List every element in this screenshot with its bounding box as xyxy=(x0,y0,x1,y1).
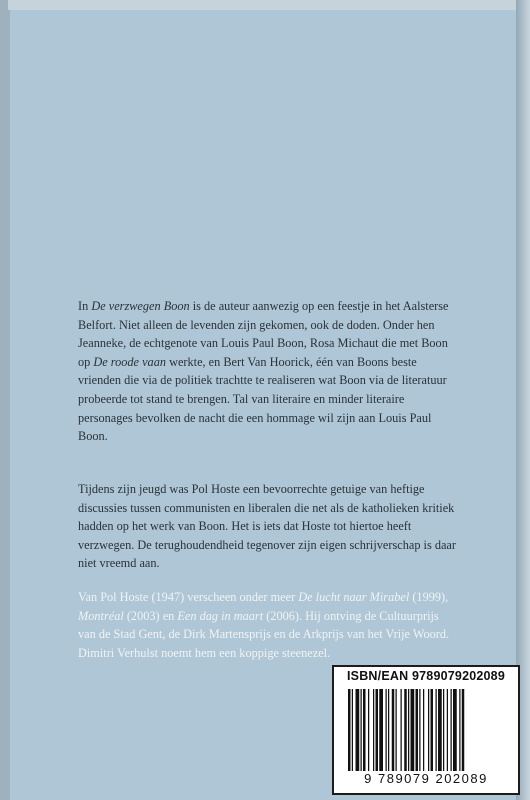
italic-title: De roode vaan xyxy=(93,354,166,369)
barcode-bar xyxy=(352,689,353,771)
italic-title: De verzwegen Boon xyxy=(91,299,190,313)
barcode-bar xyxy=(392,689,395,771)
text-run: Van Pol Hoste (1947) verscheen onder meer xyxy=(78,590,299,604)
italic-title: Een dag in maart xyxy=(177,608,264,623)
barcode-bar xyxy=(386,689,387,771)
barcode-bar xyxy=(361,689,362,771)
barcode-bar xyxy=(363,689,366,771)
barcode-bar xyxy=(404,689,407,771)
blurb-paragraph-2 xyxy=(78,480,458,573)
barcode-bar xyxy=(459,689,460,771)
barcode-bar xyxy=(408,689,409,771)
barcode-bar xyxy=(462,689,465,771)
isbn-label: ISBN/EAN 9789079202089 xyxy=(347,669,505,683)
barcode-bar xyxy=(348,689,351,771)
text-run: (2003) en xyxy=(123,608,178,623)
barcode-bar xyxy=(438,689,442,771)
barcode-bar xyxy=(416,689,419,771)
barcode-bar xyxy=(423,689,424,771)
barcode-bar xyxy=(443,689,444,771)
barcode-bar xyxy=(447,689,448,771)
author-bio-paragraph xyxy=(78,588,458,662)
barcode-digits: 9 789079 202089 xyxy=(364,771,488,786)
barcode-bar xyxy=(451,689,452,771)
text-run: werkte, en Bert Van Hoorick, één van Boons beste vrienden die via de politiek trachtte te realiseren wat Boon via de literatuur probeerde tot stand te brengen. Tal van literaire en minder literaire personages bevolken de nacht die een hommage wil zijn aan Louis Paul Boon. xyxy=(78,354,447,444)
paragraph-text xyxy=(78,480,458,573)
barcode-bar xyxy=(411,689,415,771)
blurb-paragraph-1 xyxy=(78,297,458,446)
barcode-bar xyxy=(356,689,360,771)
barcode-bar xyxy=(379,689,383,771)
barcode-bar xyxy=(396,689,397,771)
barcode-bar xyxy=(453,689,457,771)
text-run: (1999), xyxy=(409,590,449,604)
barcode-bar xyxy=(368,689,369,771)
paragraph-text xyxy=(78,588,458,662)
barcode-sticker xyxy=(332,665,520,795)
italic-title: Montréal xyxy=(78,608,124,623)
book-top-edge xyxy=(8,0,530,10)
barcode-bar xyxy=(436,689,437,771)
text-run: Tijdens zijn jeugd was Pol Hoste een bevoorrechte getuige van heftige discussies tussen communisten en liberalen die net als de katholieken kritiek hadden op het werk van Boon. Het is iets dat Hoste tot hiertoe heeft verzwegen. De terughoudendheid tegenover zijn eigen schrijverschap is daar niet vreemd aan. xyxy=(78,482,456,571)
barcode-bar xyxy=(419,689,420,771)
text-run: (2006). Hij ontving de Cultuurprijs van de Stad Gent, de Dirk Martensprijs en de Arkprijs van het Vrije Woord. Dimitri Verhulst noemt hem een koppige steenezel. xyxy=(78,608,450,660)
barcode-bar xyxy=(431,689,434,771)
text-run: In xyxy=(78,299,92,313)
barcode-bar xyxy=(373,689,374,771)
paragraph-text xyxy=(78,297,458,446)
barcode-icon xyxy=(348,689,504,771)
barcode-bar xyxy=(401,689,402,771)
text-run: is de auteur aanwezig op een feestje in het Aalsterse Belfort. Niet alleen de levenden zijn gekomen, ook de doden. Onder hen Jeanneke, de echtgenote van Louis Paul Boon, Rosa Michaut die met Boon op xyxy=(78,299,449,369)
barcode-bar xyxy=(388,689,389,771)
barcode-bar xyxy=(376,689,379,771)
barcode-bar xyxy=(428,689,429,771)
italic-title: De lucht naar Mirabel xyxy=(298,590,410,604)
